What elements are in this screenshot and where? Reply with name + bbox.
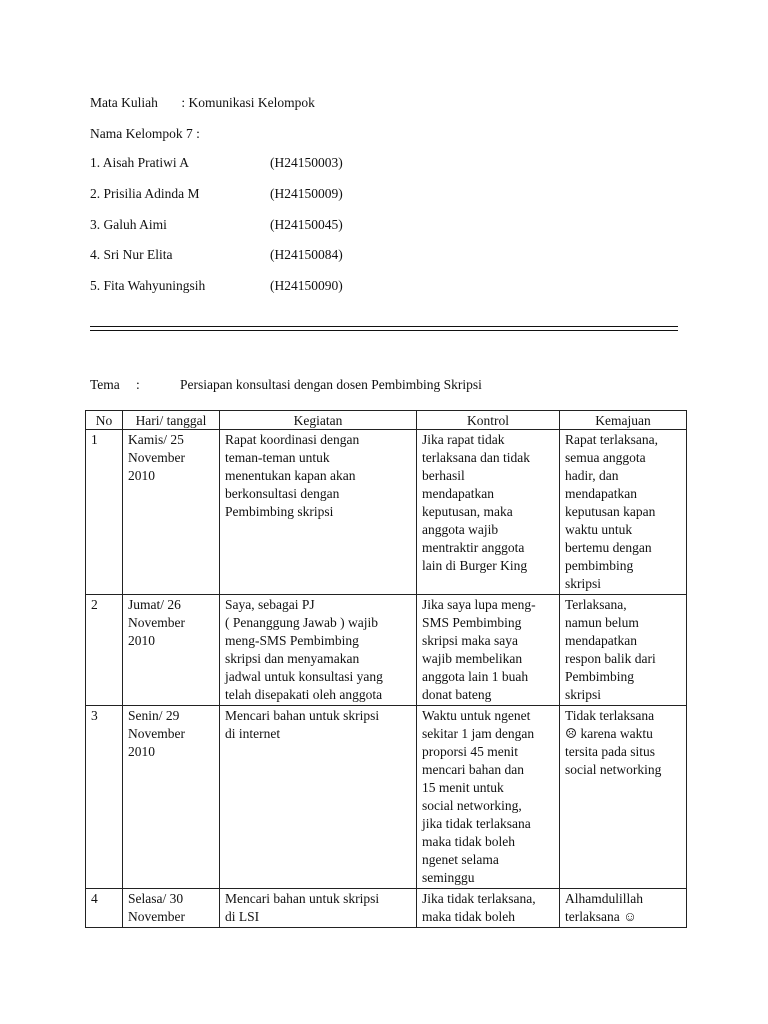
cell-tanggal: Jumat/ 26 November 2010	[123, 595, 220, 706]
member-name: 2. Prisilia Adinda M	[90, 186, 200, 201]
table-row	[86, 430, 687, 595]
cell-kegiatan: Saya, sebagai PJ ( Penanggung Jawab ) wajib meng-SMS Pembimbing skripsi dan menyamakan jadwal untuk konsultasi yang telah disepakati oleh anggota	[220, 595, 417, 706]
member-nim: (H24150045)	[270, 217, 343, 232]
header-tanggal: Hari/ tanggal	[123, 411, 220, 430]
member-nim: (H24150009)	[270, 186, 343, 201]
cell-kegiatan: Rapat koordinasi dengan teman-teman untuk menentukan kapan akan berkonsultasi dengan Pembimbing skripsi	[220, 430, 417, 595]
member-name: 5. Fita Wahyuningsih	[90, 278, 206, 293]
cell-kontrol: Jika saya lupa meng- SMS Pembimbing skripsi maka saya wajib membelikan anggota lain 1 buah donat bateng	[417, 595, 560, 706]
divider-rule	[90, 326, 678, 327]
header-kemajuan: Kemajuan	[560, 411, 687, 430]
course-label: Mata Kuliah	[90, 95, 158, 110]
tema-line	[90, 377, 690, 395]
member-nim: (H24150003)	[270, 155, 343, 170]
journal-table	[85, 410, 687, 928]
divider-rule	[90, 330, 678, 331]
course-line	[90, 94, 315, 112]
cell-kemajuan: Terlaksana, namun belum mendapatkan respon balik dari Pembimbing skripsi	[560, 595, 687, 706]
cell-tanggal: Senin/ 29 November 2010	[123, 706, 220, 889]
member-name: 1. Aisah Pratiwi A	[90, 155, 190, 170]
cell-kegiatan: Mencari bahan untuk skripsi di internet	[220, 706, 417, 889]
course-value: : Komunikasi Kelompok	[181, 95, 315, 110]
table-row	[86, 595, 687, 706]
member-name: 4. Sri Nur Elita	[90, 247, 173, 262]
cell-no: 1	[86, 430, 123, 595]
cell-kemajuan: Tidak terlaksana ☹ karena waktu tersita pada situs social networking	[560, 706, 687, 889]
member-nim: (H24150090)	[270, 278, 343, 293]
header-kontrol: Kontrol	[417, 411, 560, 430]
cell-no: 3	[86, 706, 123, 889]
tema-value: Persiapan konsultasi dengan dosen Pembimbing Skripsi	[180, 377, 482, 392]
cell-tanggal: Selasa/ 30 November	[123, 889, 220, 928]
cell-no: 4	[86, 889, 123, 928]
cell-no: 2	[86, 595, 123, 706]
cell-kontrol: Jika tidak terlaksana, maka tidak boleh	[417, 889, 560, 928]
table-header-row	[86, 411, 687, 430]
cell-kegiatan: Mencari bahan untuk skripsi di LSI	[220, 889, 417, 928]
header-no: No	[86, 411, 123, 430]
tema-separator: :	[136, 377, 140, 392]
cell-kemajuan: Alhamdulillah terlaksana ☺	[560, 889, 687, 928]
member-name: 3. Galuh Aimi	[90, 217, 167, 232]
group-label: Nama Kelompok 7 :	[90, 126, 200, 141]
cell-kontrol: Jika rapat tidak terlaksana dan tidak berhasil mendapatkan keputusan, maka anggota wajib mentraktir anggota lain di Burger King	[417, 430, 560, 595]
cell-kemajuan: Rapat terlaksana, semua anggota hadir, dan mendapatkan keputusan kapan waktu untuk bertemu dengan pembimbing skripsi	[560, 430, 687, 595]
cell-tanggal: Kamis/ 25 November 2010	[123, 430, 220, 595]
table-row	[86, 889, 687, 928]
tema-label: Tema	[90, 377, 120, 392]
table-row	[86, 706, 687, 889]
cell-kontrol: Waktu untuk ngenet sekitar 1 jam dengan proporsi 45 menit mencari bahan dan 15 menit untuk social networking, jika tidak terlaksana maka tidak boleh ngenet selama seminggu	[417, 706, 560, 889]
header-kegiatan: Kegiatan	[220, 411, 417, 430]
member-nim: (H24150084)	[270, 247, 343, 262]
